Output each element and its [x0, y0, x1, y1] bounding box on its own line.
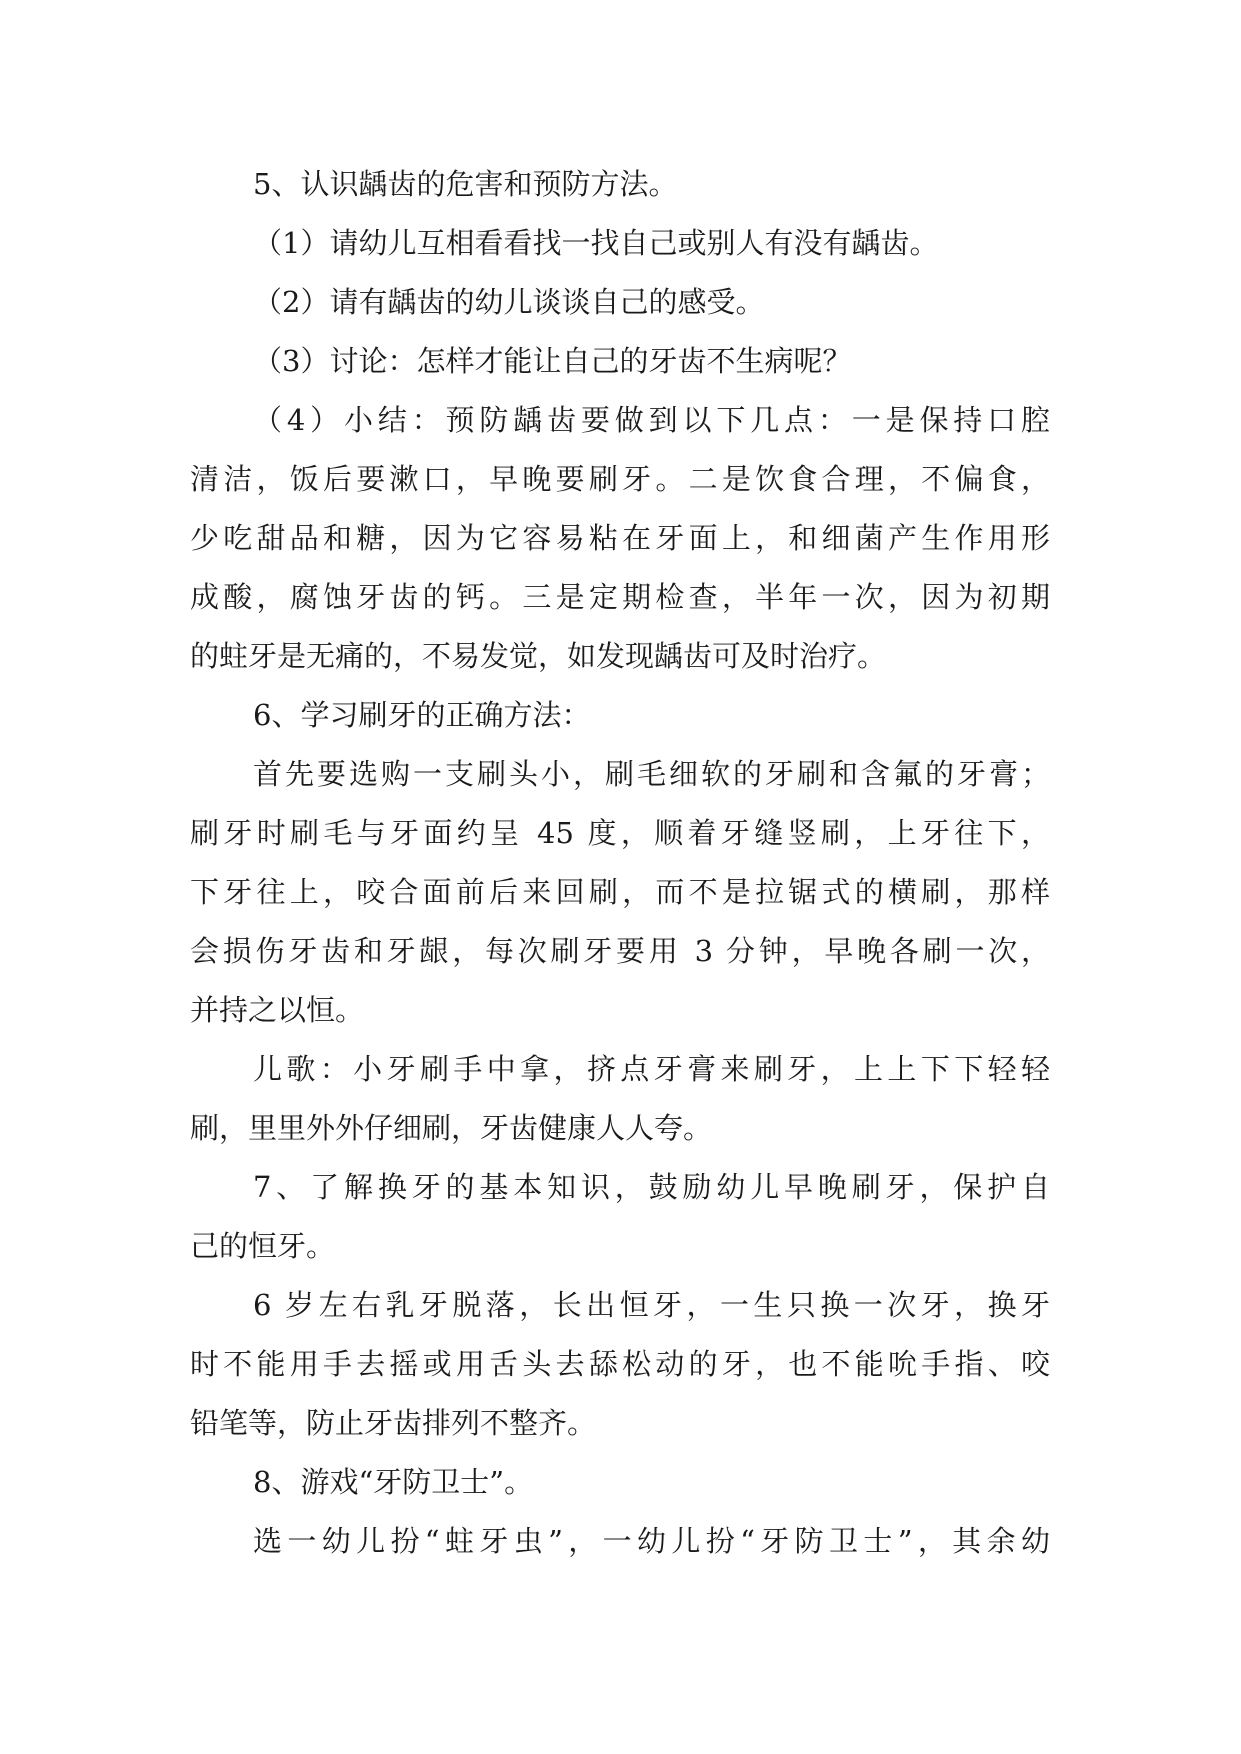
paragraph-line: 时不能用手去摇或用舌头去舔松动的牙，也不能吮手指、咬 [190, 1347, 1050, 1381]
document-body [190, 155, 1050, 1571]
paragraph-line: 6 岁左右乳牙脱落，长出恒牙，一生只换一次牙，换牙 [253, 1288, 1050, 1322]
section-heading-5: 5、认识龋齿的危害和预防方法。 [253, 167, 678, 201]
nursery-rhyme-line: 儿歌：小牙刷手中拿，挤点牙膏来刷牙，上上下下轻轻 [253, 1052, 1050, 1086]
nursery-rhyme-line: 刷，里里外外仔细刷，牙齿健康人人夸。 [190, 1111, 713, 1145]
paragraph-line: 铅笔等，防止牙齿排列不整齐。 [190, 1406, 597, 1440]
paragraph-line: 清洁，饭后要漱口，早晚要刷牙。二是饮食合理，不偏食， [190, 462, 1050, 496]
paragraph-line: 下牙往上，咬合面前后来回刷，而不是拉锯式的横刷，那样 [190, 875, 1050, 909]
paragraph-line: 成酸，腐蚀牙齿的钙。三是定期检查，半年一次，因为初期 [190, 580, 1050, 614]
section-heading-7: 7、了解换牙的基本知识，鼓励幼儿早晚刷牙，保护自 [253, 1170, 1050, 1204]
section-heading-8: 8、游戏“牙防卫士”。 [253, 1465, 534, 1499]
paragraph-line: 会损伤牙齿和牙龈，每次刷牙要用 3 分钟，早晚各刷一次， [190, 934, 1050, 968]
paragraph-line: 的蛀牙是无痛的，不易发觉，如发现龋齿可及时治疗。 [190, 639, 887, 673]
paragraph-line: 选一幼儿扮“蛀牙虫”，一幼儿扮“牙防卫士”，其余幼 [253, 1524, 1050, 1558]
section-heading-6: 6、学习刷牙的正确方法： [253, 698, 591, 732]
paragraph-line: 刷牙时刷毛与牙面约呈 45 度，顺着牙缝竖刷，上牙往下， [190, 816, 1050, 850]
list-item: （2）请有龋齿的幼儿谈谈自己的感受。 [253, 285, 765, 319]
list-item: （1）请幼儿互相看看找一找自己或别人有没有龋齿。 [253, 226, 939, 260]
paragraph-line: 首先要选购一支刷头小，刷毛细软的牙刷和含氟的牙膏； [253, 757, 1050, 791]
section-heading-7-cont: 己的恒牙。 [190, 1229, 336, 1263]
paragraph-line: （4）小结：预防龋齿要做到以下几点：一是保持口腔 [253, 403, 1050, 437]
paragraph-line: 并持之以恒。 [190, 993, 365, 1027]
list-item: （3）讨论：怎样才能让自己的牙齿不生病呢？ [253, 344, 852, 378]
paragraph-line: 少吃甜品和糖，因为它容易粘在牙面上，和细菌产生作用形 [190, 521, 1050, 555]
